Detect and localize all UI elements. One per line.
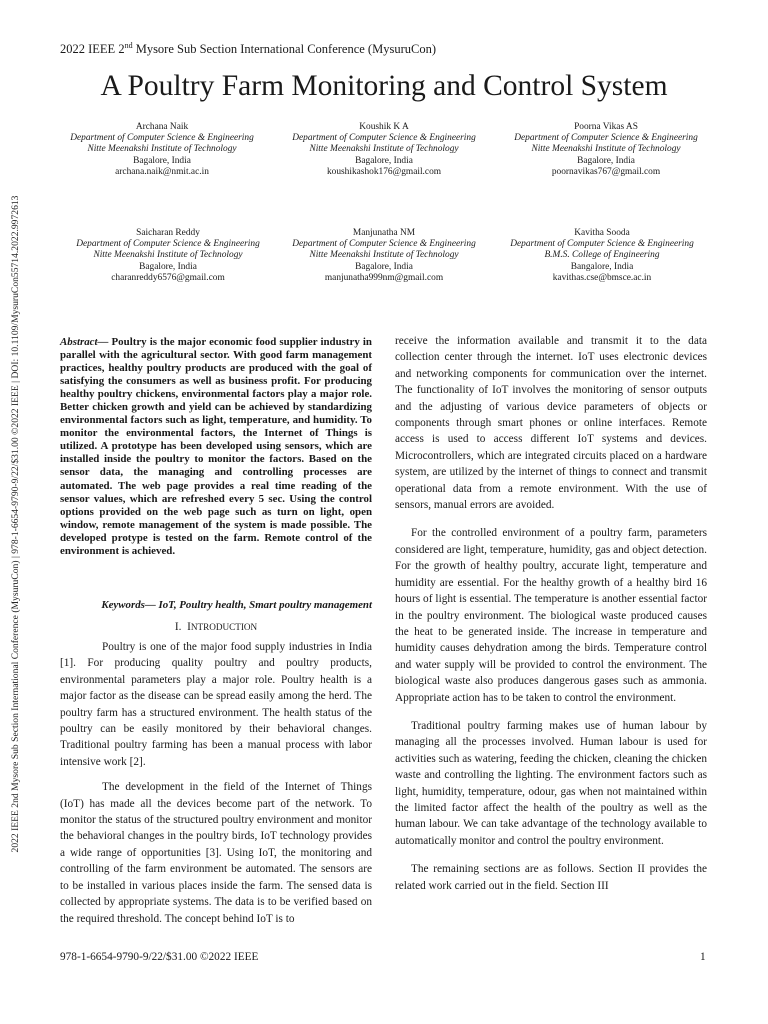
paragraph: The development in the field of the Internet of Things (IoT) has made all the devices become part of the network. To monitor the status of the structured poultry environment and monitor the behavioral changes in the poultry birds, IoT technology provides a wide range of opportunities [3]. Using IoT, the monitoring and controlling of the farm environment be automated. The sensors are to be installed in various places inside the farm. The sensed data is collected by appropriate systems. The data is to be verified based on the required threshold. The concept behind IoT is to	[60, 781, 372, 925]
author-inst: Nitte Meenakshi Institute of Technology	[531, 144, 681, 155]
author-email: kavithas.cse@bmsce.ac.in	[552, 272, 652, 283]
footer-copyright: 978-1-6654-9790-9/22/$31.00 ©2022 IEEE	[60, 951, 259, 963]
paper-title: A Poultry Farm Monitoring and Control System	[100, 70, 668, 102]
author-block	[52, 122, 272, 178]
author-dept: Department of Computer Science & Engineering	[514, 133, 698, 144]
author-block	[496, 122, 716, 178]
author-name: Saicharan Reddy	[136, 228, 200, 238]
conference-suffix: Mysore Sub Section International Conference (MysuruCon)	[132, 42, 436, 57]
author-city: Bagalore, India	[355, 261, 413, 272]
keywords: Keywords— IoT, Poultry health, Smart poultry management	[101, 599, 372, 611]
paragraph: The remaining sections are as follows. Section II provides the related work carried out in the field. Section III	[395, 863, 707, 892]
author-dept: Department of Computer Science & Engineering	[510, 239, 694, 250]
author-name: Koushik K A	[359, 122, 409, 132]
left-column-body	[60, 639, 372, 927]
page-number: 1	[700, 951, 706, 963]
author-block	[274, 122, 494, 178]
author-inst: Nitte Meenakshi Institute of Technology	[309, 250, 459, 261]
author-name: Archana Naik	[135, 122, 189, 132]
right-column-body	[395, 333, 707, 894]
paragraph: For the controlled environment of a poultry farm, parameters considered are light, temperature, humidity, gas and object detection. For the growth of healthy poultry, accurate light, temperature and humidity are essential. For the healthy growth of a healthy bird 16 hours of light is essential. The temperature is another essential factor in the poultry environment. The biological waste produced causes the heat to be generated inside. The increase in temperature and humidity causes dehydration among the birds. Temperature control and water supply will be provided to control the environment. The biological waste also produces dangerous gases such as ammonia. Appropriate action has to be taken to control the environment.	[395, 527, 707, 704]
author-email: charanreddy6576@gmail.com	[111, 272, 225, 283]
author-inst: B.M.S. College of Engineering	[544, 250, 660, 261]
author-dept: Department of Computer Science & Engineering	[70, 133, 254, 144]
abstract-lead: Abstract—	[60, 336, 109, 348]
conference-prefix: 2022 IEEE 2	[60, 42, 125, 57]
paragraph: Traditional poultry farming makes use of human labour by managing all the processes involved. Human labour is used for activities such as watering, feeding the chicken, cleaning the chicken waste and controlling the lighting. The environment factors such as light, humidity, temperature, odour, gas when not maintained within the limited factor affect the health of the poultry as well as the human labour. We can take advantage of the technology available to automatically monitor and control the poultry environment.	[395, 719, 707, 847]
author-email: archana.naik@nmit.ac.in	[115, 166, 209, 177]
author-city: Bagalore, India	[577, 155, 635, 166]
author-name: Kavitha Sooda	[574, 228, 630, 238]
author-city: Bagalore, India	[133, 155, 191, 166]
author-city: Bagalore, India	[355, 155, 413, 166]
author-dept: Department of Computer Science & Engineering	[76, 239, 260, 250]
author-inst: Nitte Meenakshi Institute of Technology	[93, 250, 243, 261]
author-email: koushikashok176@gmail.com	[326, 166, 442, 177]
abstract	[60, 336, 372, 558]
author-city: Bagalore, India	[139, 261, 197, 272]
conference-header	[60, 41, 436, 57]
author-block	[274, 228, 494, 284]
author-dept: Department of Computer Science & Engineering	[292, 133, 476, 144]
conference-sup: nd	[124, 41, 133, 50]
section-number: I.	[174, 621, 182, 633]
author-city: Bangalore, India	[570, 261, 634, 272]
author-dept: Department of Computer Science & Engineering	[292, 239, 476, 250]
author-name: Poorna Vikas AS	[574, 122, 638, 132]
section-first-letter: I	[187, 621, 191, 633]
paragraph: Poultry is one of the major food supply industries in India [1]. For producing quality poultry and poultry products, environmental parameters play a major role. Poultry health is a major factor as the disease can be spread easily among the herd. The poultry farm has a structured environment. The health status of the poultry can be easily monitored by their behavioral changes. Traditional poultry farming has been a manual process with labor intensive work [2].	[60, 641, 372, 768]
paragraph: receive the information available and transmit it to the data collection center through the internet. IoT uses electronic devices and networking components for communication over the internet. The functionality of IoT involves the monitoring of sensor outputs and the adjusting of various device parameters of objects or components through smart phones or online interfaces. Remote access is used to access different IoT systems and devices. Microcontrollers, which are integrated circuits placed on a hardware system, are utilized by the internet of things to connect and transmit operational data from a remote environment. With the use of sensors, manual errors are avoided.	[395, 335, 707, 512]
author-email: manjunatha999nm@gmail.com	[324, 272, 444, 283]
abstract-text: Poultry is the major economic food supplier industry in parallel with the agricultural sector. With good farm management practices, healthy poultry products are produced with the goal of satisfying the consumers as well as business profit. For producing healthy poultry chickens, environmental factors play a major role. Better chicken growth and yield can be achieved by standardizing environmental factors such as light, temperature, and humidity. To monitor the environmental factors, the Internet of Things is utilized. A prototype has been developed using sensors, which are installed inside the poultry to monitor the factors. Based on the sensor data, the managing and controlling processes are automated. The web page provides a real time reading of the sensor values, which are refreshed every 5 sec. Using the control options provided on the web page such as turn on light, open window, remote management of the system is made possible. The developed protype is tested on the farm. Remote control of the environment is achieved.	[60, 336, 372, 557]
author-inst: Nitte Meenakshi Institute of Technology	[309, 144, 459, 155]
author-block	[58, 228, 278, 284]
author-email: poornavikas767@gmail.com	[551, 166, 661, 177]
section-title-rest: NTRODUCTION	[190, 622, 258, 632]
author-block	[492, 228, 712, 284]
author-name: Manjunatha NM	[352, 228, 416, 238]
author-inst: Nitte Meenakshi Institute of Technology	[87, 144, 237, 155]
side-strip-doi: 2022 IEEE 2nd Mysore Sub Section International Conference (MysuruCon) | 978-1-6654-9790-9/22/$31.00 ©2022 IEEE | DOI: 10.1109/MysuruCon55714.2022.9972613	[10, 195, 21, 853]
section-heading	[60, 621, 372, 633]
